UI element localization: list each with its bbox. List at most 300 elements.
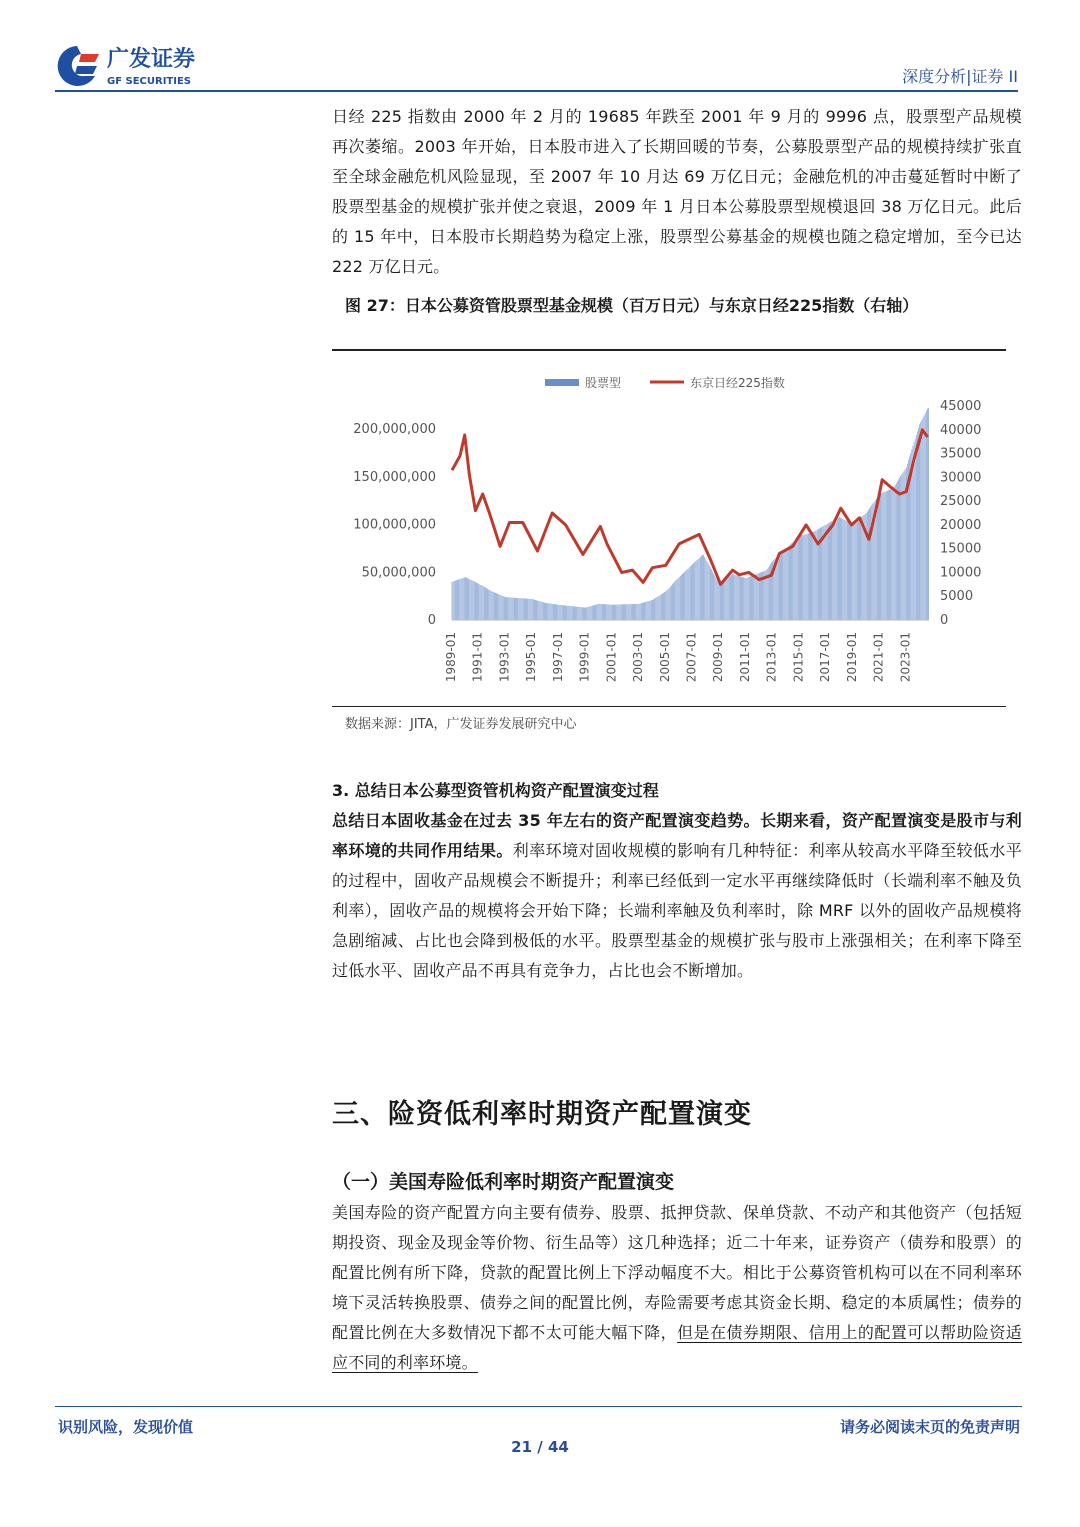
bar-mark [919,424,920,620]
right-tick-label: 20000 [940,517,982,533]
bar-mark [913,446,914,620]
bar-mark [472,580,473,620]
bar-mark [490,590,491,620]
bar-mark [895,485,896,620]
bar-mark [571,606,572,620]
bar-mark [534,600,535,620]
bar-mark [610,605,611,620]
bar-mark [565,605,566,620]
bar-mark [514,598,515,620]
bar-mark [657,597,658,620]
bar-mark [594,605,595,620]
bar-mark [557,605,558,620]
bar-mark [569,606,570,620]
bar-mark [863,516,864,620]
bar-mark [457,580,458,620]
bar-mark [920,422,921,620]
chart-stock-fund-vs-nikkei [332,360,1006,705]
bar-mark [737,575,738,620]
bar-mark [925,413,926,620]
bar-mark [639,604,640,620]
bar-mark [810,533,811,620]
bar-mark [846,521,847,620]
bar-mark [643,603,644,621]
right-tick-label: 25000 [940,494,982,510]
bar-mark [608,604,609,620]
bar-mark [860,518,861,620]
bar-mark [512,598,513,620]
bar-mark [743,577,744,620]
bar-mark [665,591,666,620]
logo-cn-text: 广发证券 [107,47,196,72]
bar-mark [624,604,625,620]
bar-mark [644,602,645,620]
bar-mark [596,604,597,620]
bar-mark [578,607,579,620]
bar-mark [780,554,781,620]
bar-mark [579,607,580,620]
bar-mark [537,601,538,620]
bar-mark [501,595,502,620]
bar-mark [714,576,715,620]
bar-mark [575,607,576,620]
bar-mark [637,604,638,620]
bar-mark [615,605,616,620]
bar-mark [527,599,528,620]
bar-mark [520,598,521,620]
bar-mark [622,604,623,620]
bar-mark [505,597,506,620]
bar-mark [698,559,699,620]
bar-mark [648,601,649,620]
bar-mark [493,592,494,620]
bar-mark [814,532,815,620]
bar-mark [454,581,455,620]
bar-mark [703,555,704,620]
bar-mark [621,604,622,620]
bar-mark [835,519,836,620]
figure-title: 图 27：日本公募资管股票型基金规模（百万日元）与东京日经225指数（右轴） [345,296,919,315]
bar-mark [473,581,474,620]
bar-mark [753,575,754,620]
bar-mark [746,578,747,620]
bar-mark [485,588,486,620]
bar-mark [867,512,868,621]
bar-mark [790,544,791,620]
bar-mark [845,520,846,620]
bar-mark [619,604,620,620]
bar-mark [750,576,751,620]
bar-mark [683,573,684,620]
bar-mark [879,494,880,620]
bar-mark [827,524,828,620]
page-number: 21 / 44 [511,1438,569,1456]
bar-mark [679,577,680,620]
bar-mark [669,588,670,620]
section-3-title: 3. 总结日本公募型资管机构资产配置演变过程 [332,781,659,800]
bar-mark [592,606,593,620]
bar-mark [562,605,563,620]
right-tick-label: 40000 [940,422,982,438]
bar-mark [481,585,482,620]
bar-mark [854,524,855,620]
bar-mark [631,604,632,620]
right-tick-label: 5000 [940,589,974,605]
bar-mark [713,573,714,620]
bar-mark [898,480,899,620]
left-tick-label: 100,000,000 [353,517,436,533]
bar-mark [889,490,890,620]
bar-mark [572,606,573,620]
bar-mark [851,524,852,620]
bar-mark [542,602,543,620]
bar-mark [484,587,485,620]
bar-mark [606,604,607,620]
footer-disclaimer-note: 请务必阅读末页的免责声明 [839,1418,1020,1436]
bar-mark [653,599,654,620]
bar-mark [652,600,653,620]
bar-mark [824,526,825,620]
bar-mark [654,599,655,620]
bar-mark [709,565,710,620]
bar-mark [917,431,918,620]
bar-mark [677,579,678,620]
bar-mark [470,579,471,620]
bar-mark [456,580,457,620]
bar-mark [797,538,798,620]
bar-mark [755,575,756,620]
bar-mark [504,597,505,620]
bar-mark [707,561,708,620]
bar-mark [561,605,562,620]
bar-mark [748,577,749,620]
paragraph-2-body: 利率环境对固收规模的影响有几种特征：利率从较高水平降至较低水平的过程中，固收产品规模会不断提升；利率已经低到一定水平再继续降低时（长端利率不触及负利率），固收产品的规模将会开始下降；长端利率触及负利率时，除 MRF 以外的固收产品规模将急剧缩减、占比也会降到极低的水平。股票型基金的规模扩张与股市上涨强相关；在利率下降至过低水平、固收产品不再具有竞争力，占比也会不断增加。 [332,841,1023,980]
bar-mark [924,415,925,620]
bar-mark [801,535,802,620]
bar-mark [455,581,456,620]
paragraph-3-body: 美国寿险的资产配置方向主要有债券、股票、抵押贷款、保单贷款、不动产和其他资产（包括短期投资、现金及现金等价物、衍生品等）这几种选择；近二十年来，证券资产（债券和股票）的配置比例有所下降，贷款的配置比例上下浮动幅度不大。相比于公募资管机构可以在不同利率环境下灵活转换股票、债券之间的配置比例，寿险需要考虑其资金长期、稳定的本质属性；债券的配置比例在大多数情况下都不太可能大幅下降， [332,1203,1022,1342]
bar-mark [476,583,477,620]
bar-mark [886,491,887,620]
bar-mark [573,606,574,620]
bar-mark [480,584,481,620]
bar-mark [740,576,741,620]
bar-mark [787,547,788,620]
bar-mark [583,607,584,620]
bar-mark [853,525,854,620]
bar-mark [570,606,571,620]
x-tick-label: 2003-01 [631,632,646,683]
bar-mark [722,581,723,620]
bar-mark [586,607,587,620]
x-tick-label: 2013-01 [764,632,779,683]
bar-mark [585,608,586,620]
left-tick-label: 0 [427,613,436,628]
bar-mark [517,598,518,620]
bar-mark [543,602,544,620]
bar-mark [927,409,928,620]
x-tick-label: 1999-01 [577,632,592,683]
bar-mark [516,598,517,620]
left-tick-label: 200,000,000 [353,422,436,438]
bar-mark [890,489,891,620]
bar-mark [858,520,859,620]
bar-mark [796,539,797,620]
bar-mark [826,525,827,620]
chart-legend [545,375,785,390]
bar-mark [757,574,758,620]
bar-mark [620,604,621,620]
bar-mark [691,565,692,620]
bar-mark [599,604,600,620]
bar-mark [848,522,849,620]
bar-mark [840,518,841,620]
bar-mark [849,523,850,620]
bar-mark [530,599,531,620]
bar-mark [519,598,520,620]
bar-mark [482,586,483,620]
bar-mark [742,577,743,620]
figure-top-rule [332,349,1006,351]
bar-mark [800,536,801,620]
x-tick-label: 2015-01 [791,632,806,683]
bar-mark [844,519,845,620]
left-axis-ticks [353,422,436,628]
subsection-title: （一）美国寿险低利率时期资产配置演变 [332,1171,675,1193]
bar-mark [452,582,453,620]
bar-mark [491,591,492,620]
bar-mark [536,600,537,620]
bar-mark [897,481,898,620]
bar-mark [467,578,468,620]
bar-mark [651,600,652,620]
bar-mark [465,577,466,620]
bar-mark [720,583,721,620]
bar-mark [806,534,807,620]
bar-mark [880,494,881,620]
bar-mark [881,493,882,620]
bar-mark [719,584,720,620]
bar-mark [602,604,603,620]
bar-mark [850,523,851,620]
bar-mark [712,571,713,620]
bar-mark [735,575,736,620]
bar-mark [628,604,629,620]
bar-mark [635,604,636,620]
bar-mark [693,563,694,620]
bar-mark [544,603,545,621]
x-tick-label: 2007-01 [684,632,699,683]
bar-mark [477,583,478,620]
bar-mark [721,582,722,620]
bar-mark [466,578,467,620]
bar-mark [500,595,501,620]
bar-mark [885,492,886,620]
bar-mark [494,592,495,620]
x-tick-label: 2005-01 [657,632,672,683]
bar-mark [892,489,893,620]
bar-mark [838,518,839,620]
bar-mark [729,577,730,620]
bar-mark [604,604,605,620]
bar-mark [682,574,683,620]
footer-slogan: 识别风险，发现价值 [58,1418,194,1436]
bar-mark [645,602,646,620]
bar-mark [661,594,662,620]
bar-mark [474,582,475,621]
bar-mark [576,607,577,620]
bar-mark [731,575,732,620]
bar-mark [521,598,522,620]
bar-mark [529,599,530,620]
bar-mark [659,596,660,620]
bar-mark [671,585,672,620]
bar-mark [580,607,581,620]
bar-mark [674,582,675,620]
bar-mark [915,439,916,620]
bar-mark [508,597,509,620]
bar-mark [728,577,729,620]
bar-mark [492,591,493,620]
bar-mark [660,595,661,620]
bar-mark [590,606,591,620]
bar-mark [497,594,498,620]
figure-bottom-rule [332,706,1006,707]
right-tick-label: 0 [940,613,949,628]
bar-mark [502,596,503,620]
bar-mark [788,546,789,620]
logo-en-text: GF SECURITIES [107,76,192,87]
bar-mark [535,600,536,620]
bar-mark [688,569,689,620]
bar-mark [702,555,703,620]
bar-mark [798,537,799,620]
bar-mark [553,604,554,620]
bar-mark [781,553,782,620]
bar-mark [526,599,527,620]
bar-mark [461,579,462,620]
bar-mark [638,604,639,620]
bar-mark [616,605,617,620]
logo-mark-icon [58,46,95,86]
bar-mark [462,578,463,620]
bar-mark [847,521,848,620]
bar-mark [595,605,596,620]
bar-mark [884,492,885,620]
bar-mark [503,596,504,620]
x-tick-label: 1989-01 [444,632,458,683]
bar-mark [914,442,915,620]
bar-mark [680,576,681,620]
bar-mark [887,491,888,620]
bar-mark [464,577,465,620]
bar-mark [829,523,830,620]
x-tick-label: 2017-01 [818,632,833,683]
bar-mark [647,602,648,620]
bar-mark [883,493,884,620]
bar-mark [614,605,615,620]
bar-mark [717,580,718,620]
bar-mark [655,598,656,620]
bar-mark [555,604,556,620]
bar-mark [837,518,838,620]
bar-mark [804,535,805,620]
bar-mark [855,523,856,620]
bar-mark [836,519,837,620]
bar-mark [704,557,705,620]
bar-mark [893,488,894,620]
bar-mark [690,566,691,620]
bar-mark [747,578,748,620]
bar-mark [899,478,900,620]
bar-mark [468,579,469,620]
bar-mark [664,592,665,620]
bar-mark [574,606,575,620]
bar-mark [496,593,497,620]
bar-mark [560,605,561,620]
bar-mark [684,572,685,620]
bar-mark [522,598,523,620]
bar-mark [808,533,809,620]
bar-mark [876,499,877,620]
bar-mark [551,604,552,620]
bar-mark [859,519,860,620]
bar-mark [559,605,560,620]
bar-mark [805,534,806,620]
paragraph-2-lead: 总结日本固收基金在过去 35 年左右的资产配置演变趋势。长期来看，资产配置演变是股市与利率环境的共同作用结果。 [332,811,1022,860]
bar-mark [779,555,780,620]
right-axis-ticks [940,399,981,628]
bar-mark [658,596,659,620]
bar-mark [589,607,590,620]
bar-mark [718,582,719,620]
bar-mark [668,589,669,620]
bar-mark [857,521,858,620]
bar-mark [588,607,589,620]
bar-mark [795,540,796,620]
x-tick-label: 2009-01 [711,632,726,683]
bar-mark [507,597,508,620]
bar-mark [922,420,923,620]
bar-mark [603,604,604,620]
bar-mark [547,603,548,620]
right-tick-label: 10000 [940,565,982,581]
bar-mark [662,594,663,620]
bar-mark [510,597,511,620]
bar-mark [633,604,634,620]
bar-mark [786,548,787,620]
x-tick-label: 2011-01 [737,632,752,683]
bar-mark [523,598,524,620]
bar-mark [663,593,664,620]
bar-mark [769,566,770,620]
bar-mark [732,574,733,620]
bar-mark [696,561,697,620]
bar-mark [483,586,484,620]
bar-mark [724,580,725,620]
bar-mark [564,605,565,620]
bar-mark [478,584,479,620]
bar-mark [640,603,641,620]
x-tick-label: 2019-01 [844,632,859,683]
bar-mark [458,579,459,620]
bar-mark [591,606,592,620]
bar-series-stock-fund [452,408,929,620]
bar-mark [498,594,499,620]
bar-mark [686,571,687,620]
bar-mark [552,604,553,620]
bar-mark [711,569,712,620]
